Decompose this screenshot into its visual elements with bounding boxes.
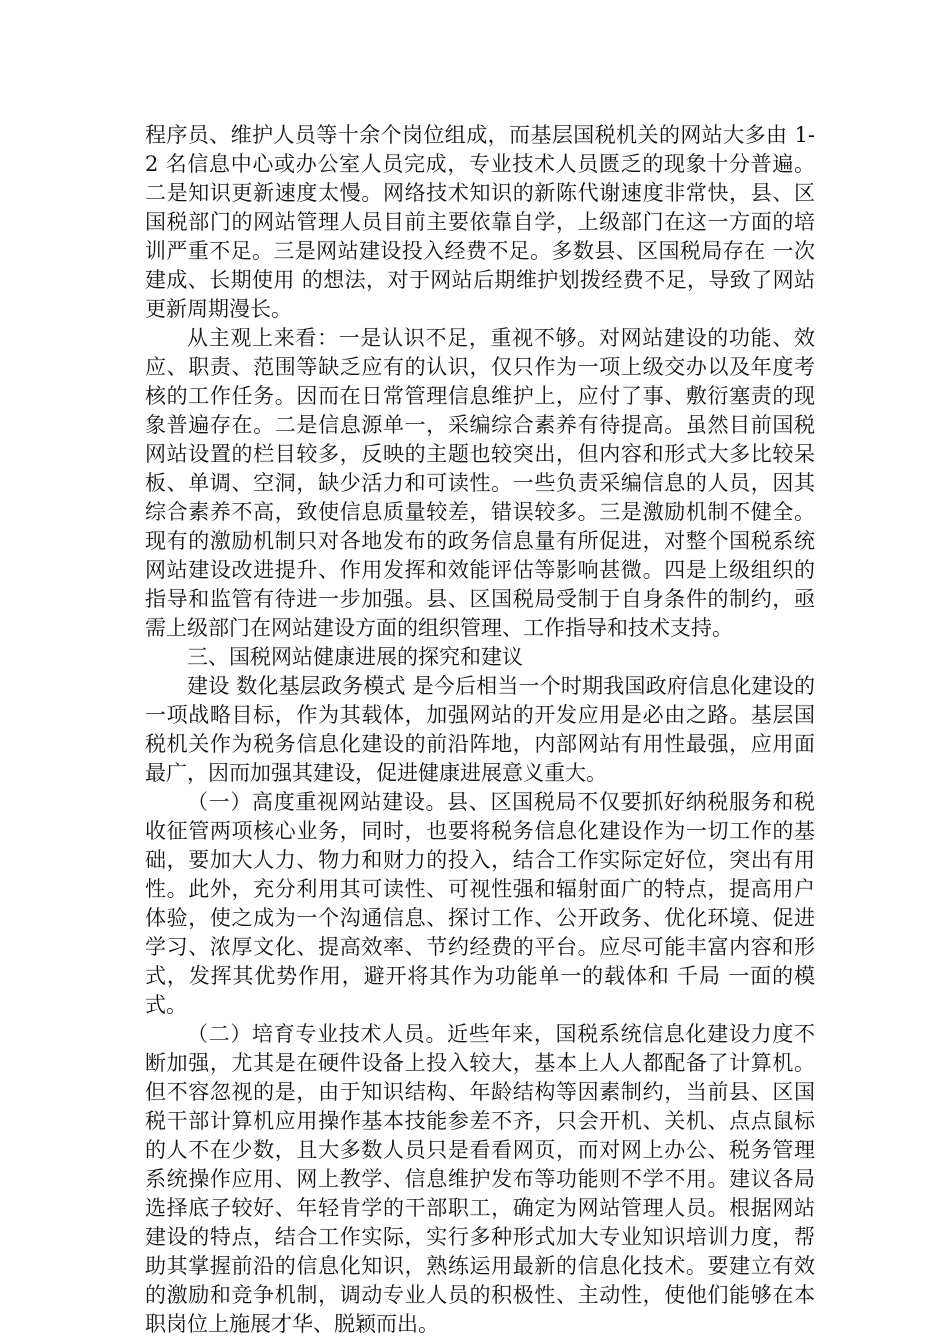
section-heading: 三、国税网站健康进展的探究和建议 xyxy=(187,645,523,669)
paragraph-continuation: 程序员、维护人员等十余个岗位组成，而基层国税机关的网站大多由 1-2 名信息中心或办公室人员完成，专业技术人员匮乏的现象十分普遍。二是知识更新速度太慢。网络技术知识的新陈代谢速度非常快，县、区国税部门的网站管理人员目前主要依靠自学，上级部门在这一方面的培训严重不足。三是网站建设投入经费不足。多数县、区国税局存在 一次建成、长期使用 的想法，对于网站后期维护划拨经费不足，导致了网站更新周期漫长。 xyxy=(145,123,815,321)
paragraph-point-two: （二）培育专业技术人员。近些年来，国税系统信息化建设力度不断加强，尤其是在硬件设备上投入较大，基本上人人都配备了计算机。但不容忽视的是，由于知识结构、年龄结构等因素制约，当前县、区国税干部计算机应用操作基本技能参差不齐，只会开机、关机、点点鼠标的人不在少数，且大多数人员只是看看网页，而对网上办公、税务管理系统操作应用、网上教学、信息维护发布等功能则不学不用。建议各局选择底子较好、年轻肯学的干部职工，确定为网站管理人员。根据网站建设的特点，结合工作实际，实行多种形式加大专业知识培训力度，帮助其掌握前沿的信息化知识，熟练运用最新的信息化技术。要建立有效的激励和竞争机制，调动专业人员的积极性、主动性，使他们能够在本职岗位上施展才华、脱颖而出。 xyxy=(145,1022,815,1336)
document-body xyxy=(145,121,815,1339)
paragraph-subjective-view: 从主观上来看：一是认识不足，重视不够。对网站建设的功能、效应、职责、范围等缺乏应有的认识，仅只作为一项上级交办以及年度考核的工作任务。因而在日常管理信息维护上，应付了事、敷衍塞责的现象普遍存在。二是信息源单一，采编综合素养有待提高。虽然目前国税网站设置的栏目较多，反映的主题也较突出，但内容和形式大多比较呆板、单调、空洞，缺少活力和可读性。一些负责采编信息的人员，因其综合素养不高，致使信息质量较差，错误较多。三是激励机制不健全。现有的激励机制只对各地发布的政务信息量有所促进，对整个国税系统网站建设改进提升、作用发挥和效能评估等影响甚微。四是上级组织的指导和监管有待进一步加强。县、区国税局受制于自身条件的制约，亟需上级部门在网站建设方面的组织管理、工作指导和技术支持。 xyxy=(145,326,815,640)
paragraph-intro: 建设 数化基层政务模式 是今后相当一个时期我国政府信息化建设的一项战略目标，作为其载体，加强网站的开发应用是必由之路。基层国税机关作为税务信息化建设的前沿阵地，内部网站有用性最强，应用面最广，因而加强其建设，促进健康进展意义重大。 xyxy=(145,674,815,785)
paragraph-point-one: （一）高度重视网站建设。县、区国税局不仅要抓好纳税服务和税收征管两项核心业务，同时，也要将税务信息化建设作为一切工作的基础，要加大人力、物力和财力的投入，结合工作实际定好位，突出有用性。此外，充分利用其可读性、可视性强和辐射面广的特点，提高用户体验，使之成为一个沟通信息、探讨工作、公开政务、优化环境、促进学习、浓厚文化、提高效率、节约经费的平台。应尽可能丰富内容和形式，发挥其优势作用，避开将其作为功能单一的载体和 千局 一面的模式。 xyxy=(145,790,815,1017)
